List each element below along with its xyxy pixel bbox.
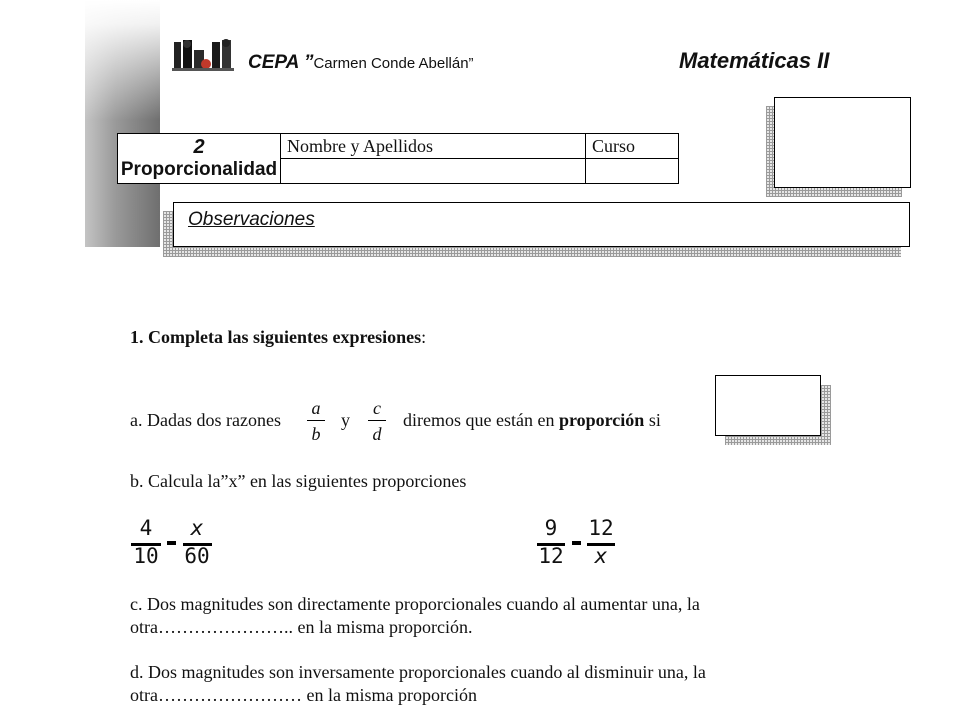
fraction-a-numerator: a	[311, 398, 321, 418]
eq2-numerator-right: 12	[588, 516, 614, 540]
fraction-c-bar	[368, 420, 386, 421]
item-d-line2: otra…………………… en la misma proporción	[130, 685, 477, 705]
question-1-title-text: 1. Completa las siguientes expresiones	[130, 327, 422, 347]
item-a-suffix: si	[648, 410, 661, 430]
eq2-numerator-left: 9	[544, 516, 558, 540]
fraction-c-numerator: c	[373, 398, 381, 418]
grade-box[interactable]	[774, 97, 911, 188]
fraction-c-denominator: d	[372, 424, 382, 444]
unit-number: 2	[193, 135, 205, 158]
item-c-line1: c. Dos magnitudes son directamente proporcionales cuando al aumentar una, la	[130, 594, 700, 614]
unit-name: Proporcionalidad	[120, 158, 278, 180]
unit-cell	[118, 134, 281, 184]
item-a-middle-text: diremos que están en	[403, 410, 555, 430]
school-logo-icon	[172, 38, 234, 72]
fraction-a-bar	[307, 420, 325, 421]
answer-box[interactable]	[715, 375, 821, 436]
item-a-prefix: a. Dadas dos razones	[130, 410, 281, 430]
eq2-denominator-left: 12	[538, 544, 564, 568]
course-label: Curso	[586, 134, 679, 159]
eq2-denominator-right: x	[594, 544, 608, 568]
eq1-equals-sign	[167, 541, 176, 545]
eq1-denominator-left: 10	[133, 544, 159, 568]
decorative-gray-band	[85, 0, 160, 247]
item-d-line1: d. Dos magnitudes son inversamente proporcionales cuando al disminuir una, la	[130, 662, 706, 682]
item-b-text: b. Calcula la”x” en las siguientes proporciones	[130, 471, 467, 491]
school-prefix: CEPA ”	[248, 52, 314, 73]
question-1-title	[130, 327, 426, 348]
school-name	[248, 52, 474, 74]
fraction-a-denominator: b	[311, 424, 321, 444]
eq2-equals-sign	[572, 541, 581, 545]
school-title: Carmen Conde Abellán”	[313, 55, 474, 72]
name-label: Nombre y Apellidos	[281, 134, 586, 159]
name-field[interactable]	[281, 159, 586, 184]
course-field[interactable]	[586, 159, 679, 184]
item-c-line2: otra………………….. en la misma proporción.	[130, 617, 473, 637]
item-a-conjunction: y	[341, 410, 350, 430]
eq1-denominator-right: 60	[184, 544, 210, 568]
subject-title: Matemáticas II	[679, 48, 830, 73]
student-info-table	[117, 133, 679, 184]
eq1-numerator-right: x	[190, 516, 204, 540]
item-a-middle	[403, 410, 661, 431]
question-1-title-colon: :	[421, 327, 427, 347]
item-a-keyword: proporción	[558, 410, 645, 430]
observations-label: Observaciones	[188, 209, 315, 230]
eq1-numerator-left: 4	[139, 516, 153, 540]
